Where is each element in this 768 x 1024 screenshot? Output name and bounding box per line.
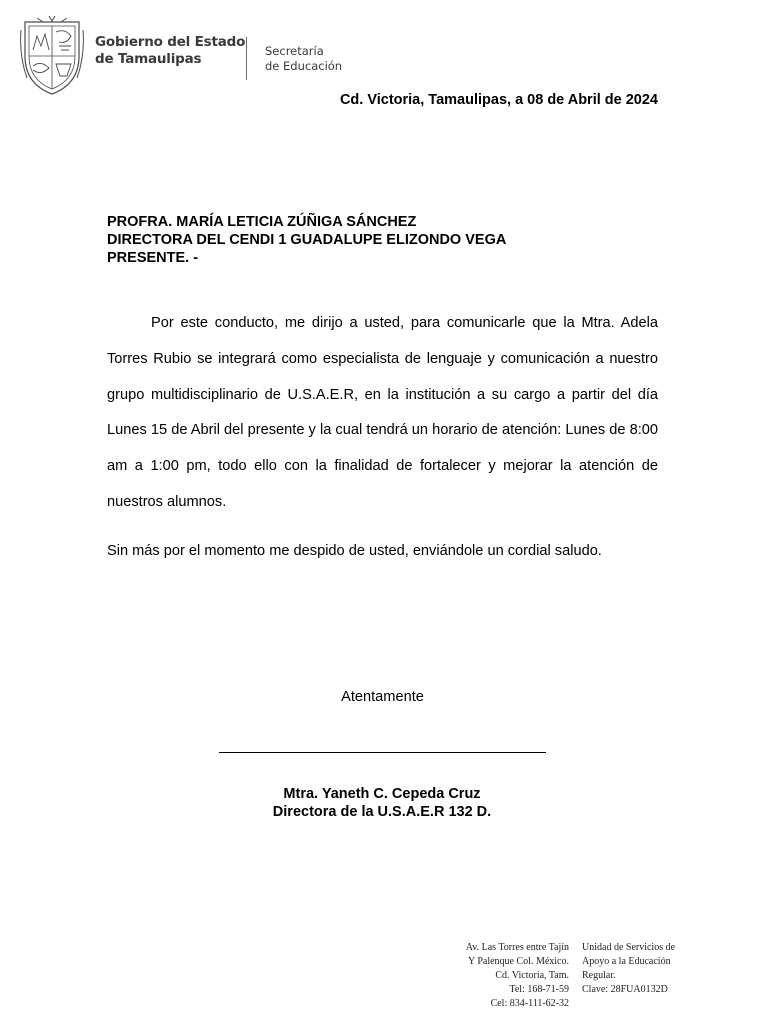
letter-closing: Sin más por el momento me despido de usted, enviándole un cordial saludo. — [107, 543, 602, 559]
recipient-position: DIRECTORA DEL CENDI 1 GUADALUPE ELIZONDO VEGA — [107, 232, 507, 248]
signer-block — [200, 785, 564, 821]
footer-unit-line: Apoyo a la Educación — [582, 956, 671, 967]
footer-address-line: Cd. Victoria, Tam. — [495, 970, 569, 981]
footer-unit-info — [582, 941, 722, 997]
signature-line — [219, 752, 546, 753]
footer-unit-line: Unidad de Servicios de — [582, 942, 676, 953]
footer-address-line: Tel: 168-71-59 — [509, 984, 569, 995]
footer-unit-line: Regular. — [582, 970, 616, 981]
secretariat-name — [265, 44, 385, 74]
letter-date: Cd. Victoria, Tamaulipas, a 08 de Abril de 2024 — [339, 92, 658, 108]
footer-address — [410, 941, 569, 1011]
state-coat-of-arms-icon — [19, 16, 85, 98]
signer-title: Directora de la U.S.A.E.R 132 D. — [272, 804, 492, 820]
gov-name-line2: de Tamaulipas — [95, 51, 202, 67]
sec-name-line1: Secretaría — [265, 44, 324, 58]
recipient-name: PROFRA. MARÍA LETICIA ZÚÑIGA SÁNCHEZ — [107, 214, 417, 230]
signer-name: Mtra. Yaneth C. Cepeda Cruz — [283, 786, 481, 802]
recipient-presente: PRESENTE. - — [107, 250, 199, 266]
gov-name-line1: Gobierno del Estado — [95, 34, 246, 50]
footer-unit-line: Clave: 28FUA0132D — [582, 984, 668, 995]
recipient-block — [107, 213, 667, 267]
header-divider — [246, 37, 247, 80]
valediction: Atentamente — [341, 689, 424, 705]
sec-name-line2: de Educación — [265, 59, 343, 73]
letter-body: Por este conducto, me dirijo a usted, para comunicarle que la Mtra. Adela Torres Rubio se integrará como especialista de lenguaje y comunicación a nuestro grupo multidisciplinario de U.S.A.E.R, en la institución a su cargo a partir del día Lunes 15 de Abril del presente y la cual tendrá un horario de atención: Lunes de 8:00 am a 1:00 pm, todo ello con la finalidad de fortalecer y mejorar la atención de nuestros alumnos. — [107, 315, 658, 510]
footer-address-line: Y Palenque Col. México. — [467, 956, 569, 967]
footer-address-line: Cel: 834-111-62-32 — [490, 998, 569, 1009]
government-name — [95, 34, 245, 68]
footer-address-line: Av. Las Torres entre Tajín — [465, 942, 569, 953]
